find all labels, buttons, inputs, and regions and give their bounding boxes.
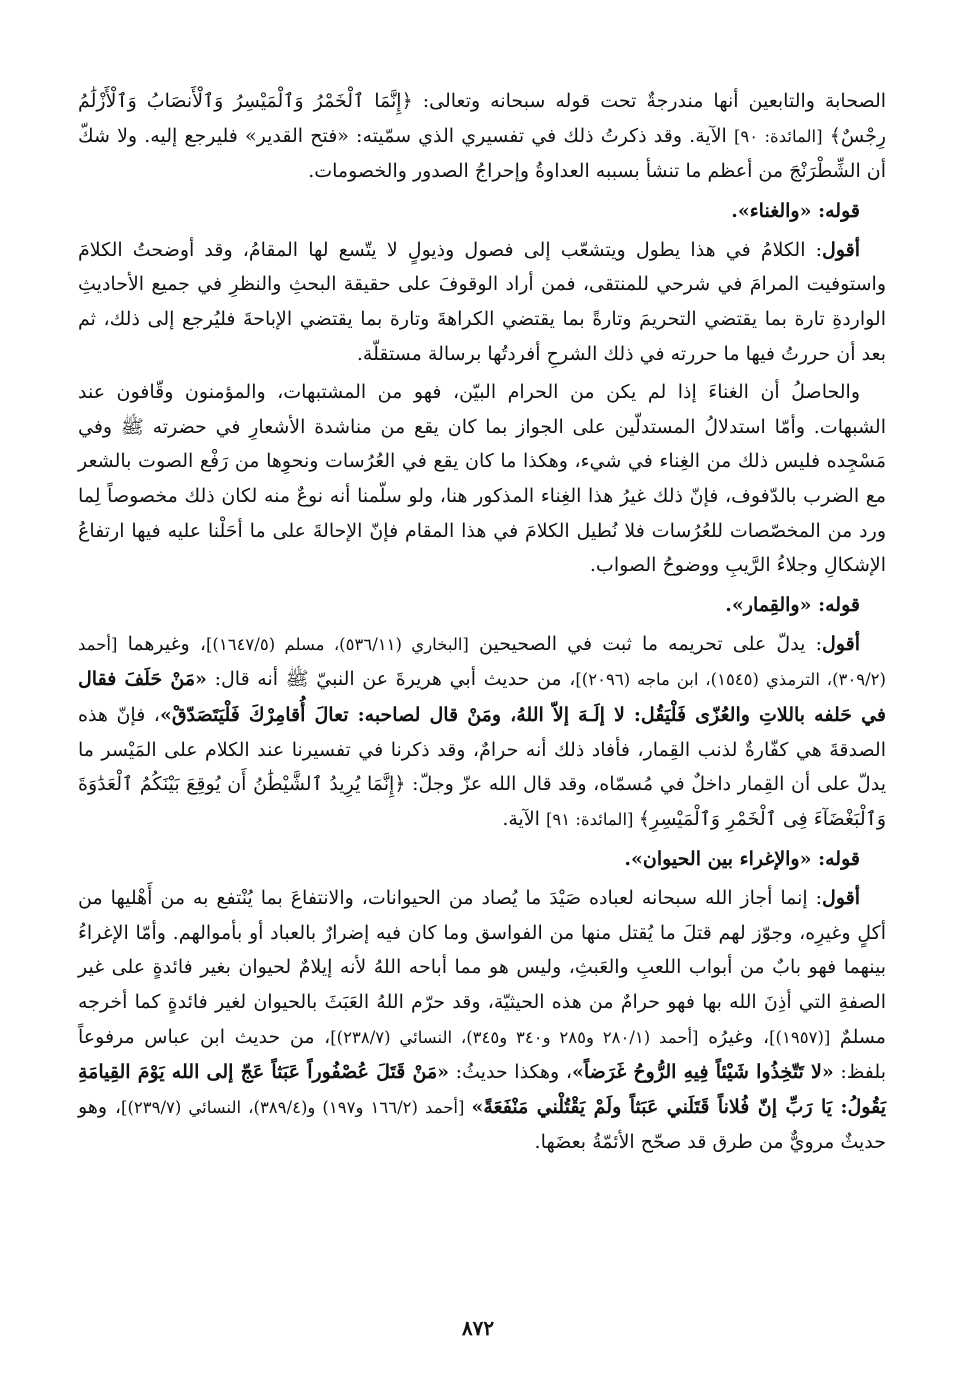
heading-ghina-end: . [731, 199, 738, 222]
p1-text-b: الآية. وقد ذكرتُ ذلك في تفسيري الذي سمّيته: «فتح القدير» فليرجع إليه. ولا شكّ أن الشِّطْرَنْجَ من أعظم ما تنشأ بسببه العداوةُ وإحراجُ الصدور والخصومات. [78, 124, 886, 183]
p5-lead: أقول [822, 887, 860, 910]
p5-ref-1: [(١٩٥٧)] [769, 1027, 831, 1047]
p5-hadith-1: «لا تَتّخِذُوا شَيْئاً فِيهِ الرُّوحُ غَرَضاً» [571, 1061, 834, 1084]
p4-hadith: «مَنْ حَلَفَ فقال في حَلفه باللاتِ والعُزّى فَلْيَقُل: لا إلَـهَ إلاّ اللهُ، ومَنْ قال لصاحبه: تعالَ أُقامِرْكَ فَلْيَتَصَدّقْ» [78, 668, 886, 726]
paragraph-3 [78, 375, 886, 583]
paragraph-5 [78, 881, 886, 1160]
heading-ghina-label: قوله: [811, 199, 860, 222]
p5-ref-3: [أحمد (١٦٦/٢ و١٩٧) و(٣٨٩/٤)، النسائي (٢٣٩/٧)] [121, 1097, 472, 1117]
p5-ref-2: [أحمد (٢٨٠/١ و٢٨٥ و٣٤٠ و٣٤٥)، النسائي (٢٣٨/٧)] [330, 1027, 699, 1047]
paragraph-4 [78, 627, 886, 838]
p5-text-d: ، وهكذا حديثُ: [449, 1061, 572, 1084]
heading-ighra-end: . [624, 848, 631, 871]
p4-ref-3: [المائدة: ٩١] [545, 809, 639, 829]
p1-text-a: الصحابة والتابعين أنها مندرجةٌ تحت قوله سبحانه وتعالى: [412, 90, 887, 112]
p1-quran-verse: ﴿إِنَّمَا ٱلْخَمْرُ وَٱلْمَيْسِرُ وَٱلْأَنصَابُ وَٱلْأَزْلَٰمُ رِجْسٌ﴾ [78, 90, 887, 147]
body-text [78, 84, 886, 1160]
p4-lead: أقول [822, 632, 860, 655]
p2-text: : الكلامُ في هذا يطول ويتشعّب إلى فصول وذيولٍ لا يتّسع لها المقامُ، وقد أوضحتُ الكلامَ واستوفيت المرامَ في شرحي للمنتقى، فمن أراد الوقوفَ على حقيقة البحثِ والنظرِ في جميع الأحاديثِ الواردةِ تارة بما يقتضي التحريمَ وتارةً بما يقتضي الكراهةَ وتارة بما يقتضي الإباحةَ فليُرجع إلى ذلك، ثم بعد أن حررتُ فيها ما حررته في ذلك الشرحِ أفردتُها برسالة مستقلّة. [78, 238, 886, 365]
heading-qimar [78, 587, 886, 623]
p5-text-c: ، من حديث ابن عباس مرفوعاً بلفظ: [78, 1025, 886, 1084]
p4-text-a: : يدلّ على تحريمه ما ثبت في الصحيحين [468, 632, 823, 655]
p4-text-b: ، وغيرهما [117, 632, 206, 655]
p4-text-d: ، فإنّ هذه الصدقةَ هي كفّارةٌ لذنب القِمار، فأفاد ذلك أنه حرامٌ، وقد ذكرنا في تفسيرنا عند الكلام على المَيْسر ما يدلّ على أن القِمار داخلٌ في مُسمّاه، وقد قال الله عزّ وجلّ: [78, 703, 886, 796]
p2-lead: أقول [822, 238, 860, 261]
heading-ghina [78, 193, 886, 229]
heading-qimar-label: قوله: [811, 593, 860, 616]
p1-ref: [المائدة: ٩٠] [733, 126, 823, 146]
p5-text-b: ، وغيرُه [698, 1025, 770, 1048]
heading-ighra-label: قوله: [811, 848, 860, 871]
p4-text-e: الآية. [502, 807, 546, 830]
p5-hadith-2: «مَنْ قَتَلَ عُصْفُوراً عَبَثاً عَجّ إلى الله يَوْمَ القِيامَةِ يَقُولُ: يَا رَبِّ إنّ فُلاناً قَتَلَني عَبَثاً ولَمْ يَقْتُلْني مَنْفَعَةً» [78, 1061, 887, 1118]
heading-qimar-quote: «والقِمار» [731, 593, 812, 616]
p4-ref-2: [أحمد (٣٠٩/٢)، الترمذي (١٥٤٥)، ابن ماجه (٢٠٩٦)] [78, 634, 886, 690]
paragraph-1 [78, 84, 886, 189]
p5-text-e: ، وهو حديثٌ مرويٌّ من طرق قد صحّح الأئمّةُ بعضَها. [78, 1095, 886, 1154]
page-number: ٨٧٢ [461, 1316, 495, 1340]
heading-ighra-quote: «والإغراء بين الحيوان» [630, 848, 812, 871]
p3-text: والحاصلُ أن الغناءَ إذا لم يكن من الحرام البيّن، فهو من المشتبهات، والمؤمنون وقّافون عند الشبهات. وأمّا استدلالُ المستدلّين على الجواز بما كان يقع من مناشدة الأشعارِ في حضرته ﷺ وفي مَسْجِده فليس ذلك من الغِناء في شيء، وهكذا ما كان يقع في العُرُسات ونحوِها من رَفْع الصوت بالشعر مع الضرب بالدّفوف، فإنّ ذلك غيرُ هذا الغِناء المذكور هنا، ولو سلّمنا أنه نوعٌ منه لكان ذلك مخصوصاً لِما ورد من المخصّصات للعُرُسات فلا نُطيل الكلامَ في هذا المقام فإنّ الإحالةَ على ما أحَلْنا عليه فيها ارتفاعُ الإشكالِ وجلاءُ الرَّيبِ ووضوحُ الصواب. [78, 381, 886, 577]
p5-text-a: : إنما أجاز الله سبحانه لعباده صَيْدَ ما يُصاد من الحيوانات، والانتفاعَ بما يُنْتفع به من أَهْليها من أكلٍ وغيرِه، وجوّز لهم قتلَ ما يُقتل منها من الفواسق وما كان فيه إضرارٌ بالعباد أو بأموالهم. وأمّا الإغراءُ بينهما فهو بابٌ من أبواب اللعبِ والعَبثِ، وليس هو مما أباحه اللهُ لأنه إيلامٌ لحيوان بغير فائدةٍ على غير الصفةِ التي أذِنَ الله بها فهو حرامٌ من هذه الحيثيّة، وقد حرّم اللهُ العَبَثَ بالحيوان لغير فائدةٍ كما أخرجه مسلمٌ [78, 887, 886, 1048]
p4-text-c: ، من حديث أبي هريرةَ عن النبيّ ﷺ أنه قال: [206, 668, 576, 691]
p4-ref-1: [البخاري (٥٣٦/١١)، مسلم (١٦٤٧/٥)] [205, 634, 469, 654]
paragraph-2 [78, 233, 886, 371]
heading-qimar-end: . [725, 593, 732, 616]
heading-ighra [78, 841, 886, 877]
heading-ghina-quote: «والغناء» [737, 199, 812, 222]
p4-quran-verse: ﴿إِنَّمَا يُرِيدُ ٱلشَّيْطَٰنُ أَن يُوقِعَ بَيْنَكُمُ ٱلْعَدَٰوَةَ وَٱلْبَغْضَآءَ فِى ٱلْخَمْرِ وَٱلْمَيْسِرِ﴾ [78, 773, 886, 830]
